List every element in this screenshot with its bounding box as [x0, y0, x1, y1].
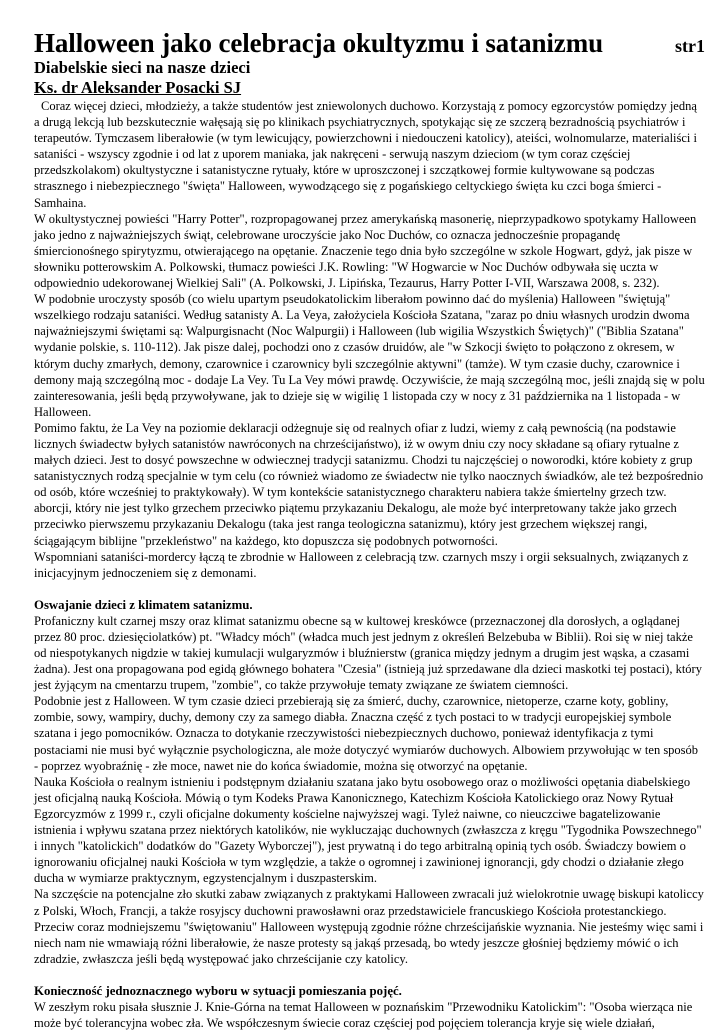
paragraph: W okultystycznej powieści "Harry Potter", rozpropagowanej przez amerykańską masonerię, nieprzypadkowo spotykamy Halloween jako jedno z najważniejszych świąt, celebrowane uroczyście jako Noc Duchów, co oznacza jednocześnie propagandę śmiercionośnego spirytyzmu, otwierającego na opętanie. Znaczenie tego dnia było szczególne w szkole Hogwart, gdyż, jak pisze w słowniku potterowskim A. Polkowski, tłumacz powieści J.K. Rowling: "W Hogwarcie w Noc Duchów odbywała się uczta w odpowiednio udekorowanej Wielkiej Sali" (A. Polkowski, J. Lipińska, Tezaurus, Harry Potter I-VII, Warszawa 2008, s. 232).: [34, 211, 697, 291]
article-author: Ks. dr Aleksander Posacki SJ: [34, 78, 242, 97]
paragraph: Pomimo faktu, że La Vey na poziomie deklaracji odżegnuje się od realnych ofiar z ludzi, wiemy z całą pewnością (na podstawie licznych świadectw byłych satanistów nawróconych na chrześcijaństwo), iż w owym dniu czy nocy składane są ofiary rytualne z małych dzieci. Jest to dosyć powszechne w odwiecznej tradycji satanizmu. Chodzi tu najczęściej o noworodki, które kobiety z grup satanistycznych rodzą specjalnie w tym celu (co również wiadomo ze świadectw nie tylko naocznych świadków, ale też bezpośrednio od osób, które wcześniej to praktykowały). W tym kontekście satanistycznego charakteru nabiera także śmiertelny grzech tzw. aborcji, który nie jest tylko grzechem przeciwko piątemu przykazaniu Dekalogu, ale może być interpretowany także jako grzech przeciwko pierwszemu przykazaniu Dekalogu (taka jest ranga teologiczna satanizmu), który jest grzechem większej rangi, ściągającym biblijne "przekleństwo" na każdego, kto dopuszcza się podobnych potworności.: [34, 420, 704, 548]
paragraph: Coraz więcej dzieci, młodzieży, a także studentów jest zniewolonych duchowo. Korzystają z pomocy egzorcystów pomiędzy jedną a drugą lekcją lub bezskutecznie wałęsają się po klinikach psychiatrycznych, spotykając się ze szczerą bezradnością psychiatrów i terapeutów. Tymczasem liberałowie (w tym lewicujący, powierzchowni i niedouczeni katolicy), ateiści, wolnomularze, materialiści i sataniści - wszyscy zgodnie i od lat z uporem maniaka, jak nakręceni - serwują naszym dzieciom (w tym coraz częściej przedszkolakom) okultystyczne i satanistyczne rytuały, które w uproszczonej i szczątkowej formie kultywowane są podczas strasznego i niebezpiecznego "święta" Halloween, wywodzącego się z pogańskiego celtyckiego święta ku czci boga śmierci - Samhaina.: [34, 99, 698, 210]
paragraph: Nauka Kościoła o realnym istnieniu i podstępnym działaniu szatana jako bytu osobowego oraz o możliwości opętania diabelskiego jest oficjalną nauką Kościoła. Mówią o tym Kodeks Prawa Kanonicznego, Katechizm Kościoła Katolickiego oraz Nowy Rytuał Egzorcyzmów z 1999 r., czyli oficjalne dokumenty kościelne najwyższej wagi. Tyleż naiwne, co nieuczciwe bagatelizowanie istnienia i wpływu szatana przez niektórych katolików, nie wykluczając duchownych (zwłaszcza z kręgu "Tygodnika Powszechnego" i innych "katolickich" dodatków do "Gazety Wyborczej"), jest prywatną i do tego arbitralną opinią tych osób. Świadczy bowiem o ignorowaniu oficjalnej nauki Kościoła w tym względzie, a także o ogromnej i zawinionej ignorancji, gdy chodzi o działanie złego ducha w wymiarze praktycznym, egzystencjalnym i duszpasterskim.: [34, 774, 702, 886]
paragraph: Podobnie jest z Halloween. W tym czasie dzieci przebierają się za śmierć, duchy, czarownice, nietoperze, czarne koty, gobliny, zombie, sowy, wampiry, duchy, demony czy za samego diabła. Znaczna część z tych postaci to w tradycji europejskiej symbole szatana i jego pomocników. Oznacza to dotykanie rzeczywistości niebezpiecznych duchowo, ponieważ identyfikacja z tymi postaciami nie musi być wyłącznie psychologiczna, ale może dotyczyć wymiarów duchowych. Albowiem przywołując w ten sposób - poprzez wyobraźnię - złe moce, nawet nie do końca świadomie, można się otworzyć na opętanie.: [34, 694, 699, 773]
section-heading: Konieczność jednoznacznego wyboru w sytuacji pomieszania pojęć.: [34, 983, 402, 998]
paragraph: W zeszłym roku pisała słusznie J. Knie-Górna na temat Halloween w poznańskim "Przewodniku Katolickim": "Osoba wierząca nie może być tolerancyjna wobec zła. We współczesnym świecie coraz częściej pod pojęciem tolerancja kryje się wiele działań,: [34, 999, 693, 1030]
title-row: [34, 28, 705, 58]
paragraph: Na szczęście na potencjalne zło skutki zabaw związanych z praktykami Halloween zwracali już wielokrotnie uwagę biskupi katoliccy z Polski, Włoch, Francji, a także rosyjscy duchowni prawosławni oraz przedstawiciele francuskiego Kościoła protestanckiego. Przeciw coraz modniejszemu "świętowaniu" Halloween występują zgodnie różne chrześcijańskie wyznania. Nie jesteśmy więc sami i niech nam nie wmawiają różni liberałowie, że nasze protesty są jakąś przesadą, bo wtedy jeszcze głośniej będziemy mówić o ich zdradzie, zwłaszcza jeśli będą występować jako chrześcijanie czy katolicy.: [34, 887, 704, 966]
paragraph: Wspomniani sataniści-mordercy łączą te zbrodnie w Halloween z celebracją tzw. czarnych mszy i orgii seksualnych, związanych z inicjacyjnym jednoczeniem się z demonami.: [34, 549, 689, 580]
section-heading: Oswajanie dzieci z klimatem satanizmu.: [34, 597, 253, 612]
paragraph: Profaniczny kult czarnej mszy oraz klimat satanizmu obecne są w kultowej kreskówce (przeznaczonej dla dorosłych, a oglądanej przez 80 proc. dziesięciolatków) pt. "Władcy móch" (władca much jest jednym z określeń Belzebuba w Biblii). Roi się w niej także od niespotykanych nigdzie w takiej kumulacji wulgaryzmów i bluźnierstw (granica między jednym a drugim jest wąska, a czasami żadna). Jest ona propagowana pod egidą głównego bohatera "Czesia" (istnieją już sprzedawane dla dzieci maskotki tej postaci), który jest żyjącym na cmentarzu trupem, "zombie", co także przywołuje tematy związane ze światem ciemności.: [34, 613, 702, 693]
paragraph: W podobnie uroczysty sposób (co wielu upartym pseudokatolickim liberałom powinno dać do myślenia) Halloween "świętują" wszelkiego rodzaju sataniści. Według satanisty A. La Veya, założyciela Kościoła Szatana, "zaraz po dniu własnych urodzin dwoma najważniejszymi świętami są: Walpurgisnacht (Noc Walpurgii) i Halloween (lub wigilia Wszystkich Świętych)" ("Biblia Szatana" wydanie polskie, s. 110-112). Jak pisze dalej, pochodzi ono z czasów druidów, ale "w Szkocji święto to połączono z okresem, w którym duchy zmarłych, demony, czarownice i czarownicy byli szczególnie aktywni" (tamże). W tym czasie duchy, czarownice i demony mają szczególną moc - dodaje La Vey. Tu La Vey mówi prawdę. Oczywiście, że mają szczególną moc, jeśli znajdą się w polu zainteresowania, jeśli będą przywoływane, jak to dzieje się w wigilię 1 listopada czy w nocy z 31 października na 1 listopada - w Halloween.: [34, 292, 705, 419]
article-title: Halloween jako celebracja okultyzmu i satanizmu: [34, 28, 603, 58]
page-number: str1: [675, 36, 705, 56]
article-body: [34, 98, 705, 1031]
article-subtitle: Diabelskie sieci na nasze dzieci: [34, 58, 251, 77]
